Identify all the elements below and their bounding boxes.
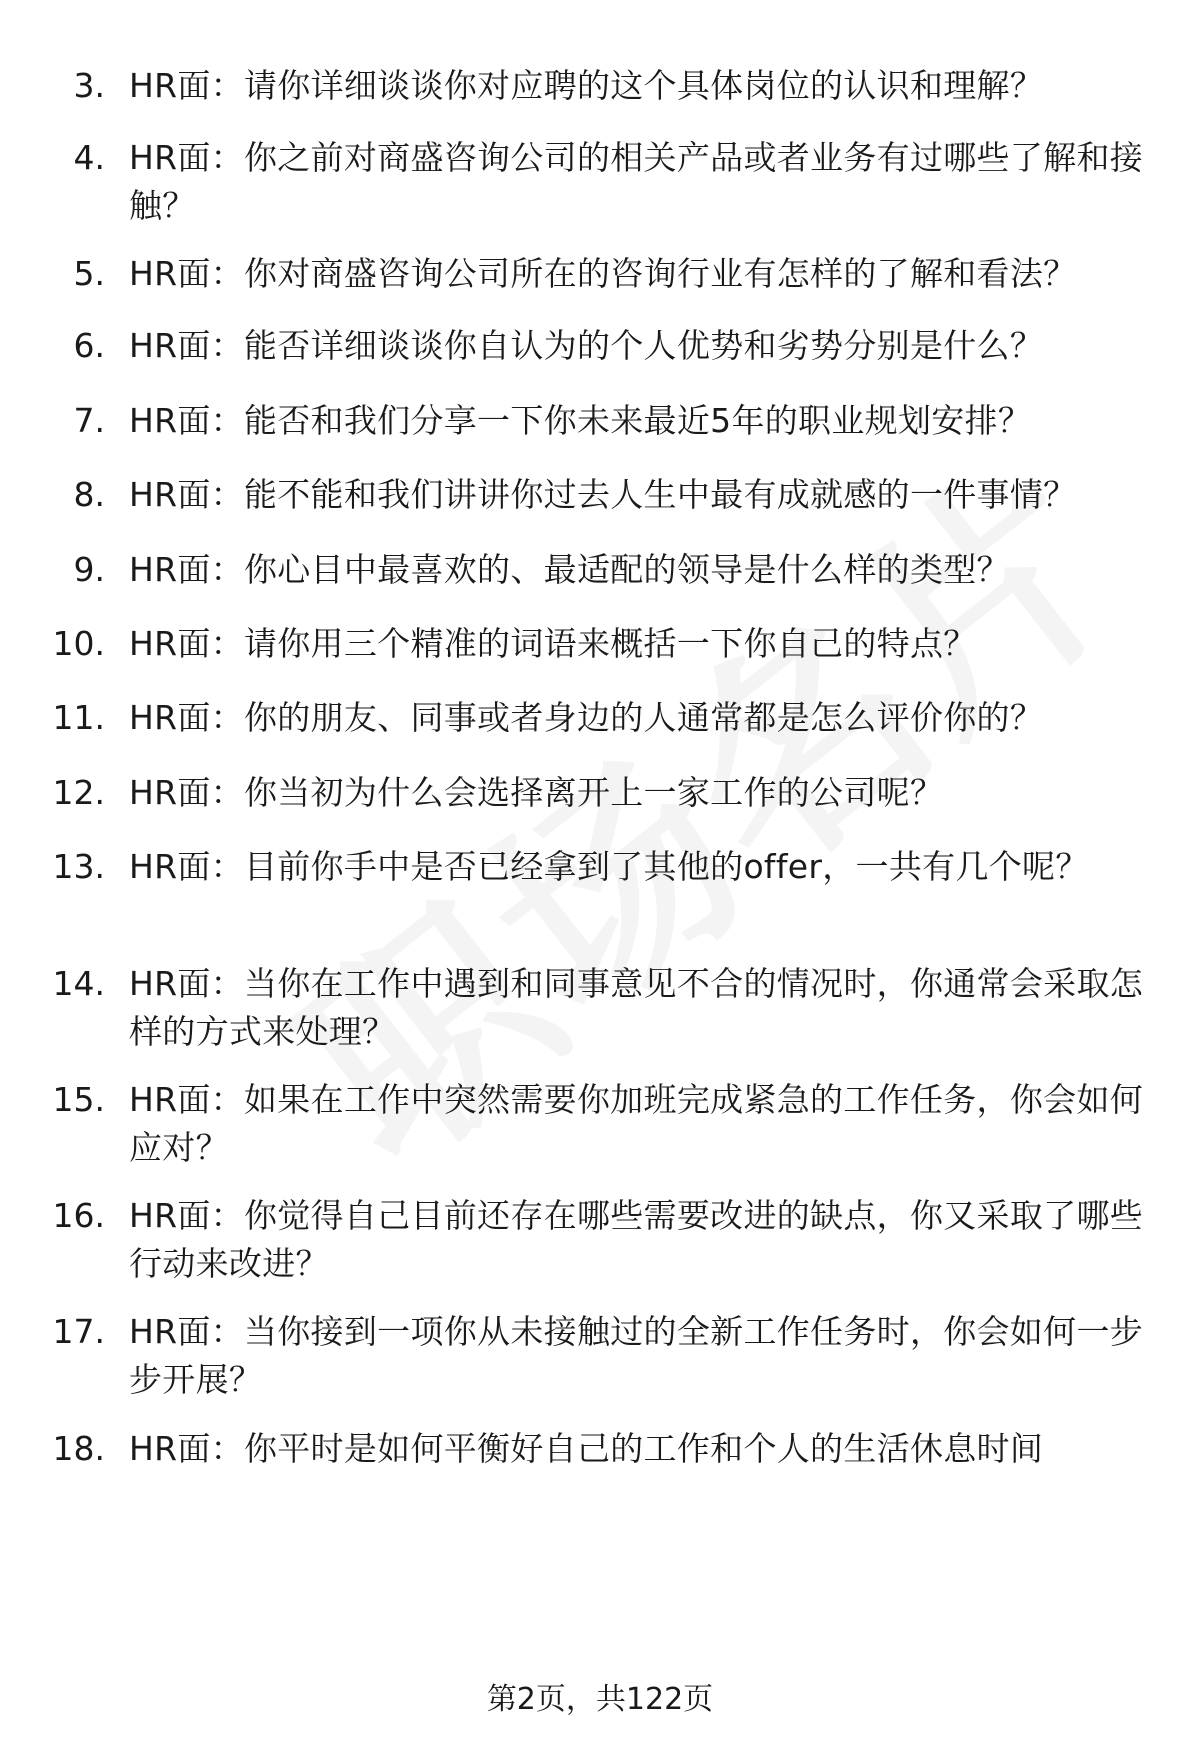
list-item-number: 11. [52, 698, 105, 737]
list-item-text: HR面：目前你手中是否已经拿到了其他的offer，一共有几个呢？ [129, 847, 1089, 886]
list-item-text: HR面：如果在工作中突然需要你加班完成紧急的工作任务，你会如何应对？ [129, 1080, 1144, 1167]
list-item-number: 12. [52, 773, 105, 812]
list-item-text: HR面：能不能和我们讲讲你过去人生中最有成就感的一件事情？ [129, 475, 1077, 514]
list-item-number: 8. [73, 475, 105, 514]
list-item-number: 3. [73, 66, 105, 105]
list-item-number: 10. [52, 624, 105, 663]
list-item-text: HR面：你的朋友、同事或者身边的人通常都是怎么评价你的？ [129, 698, 1044, 737]
list-item-text: HR面：你对商盛咨询公司所在的咨询行业有怎样的了解和看法？ [129, 254, 1077, 293]
list-item-number: 6. [73, 326, 105, 365]
list-item-number: 15. [52, 1080, 105, 1119]
list-item-text: HR面：请你详细谈谈你对应聘的这个具体岗位的认识和理解？ [129, 66, 1044, 105]
list-item-number: 4. [73, 138, 105, 177]
list-item-number: 17. [52, 1312, 105, 1351]
list-item-text: HR面：你平时是如何平衡好自己的工作和个人的生活休息时间 [129, 1429, 1044, 1468]
list-item-text: HR面：当你接到一项你从未接触过的全新工作任务时，你会如何一步步开展？ [129, 1312, 1144, 1399]
list-item-text: HR面：能否和我们分享一下你未来最近5年的职业规划安排？ [129, 401, 1032, 440]
list-item-text: HR面：请你用三个精准的词语来概括一下你自己的特点？ [129, 624, 977, 663]
list-item-text: HR面：你当初为什么会选择离开上一家工作的公司呢？ [129, 773, 944, 812]
list-item-number: 13. [52, 847, 105, 886]
list-item-text: HR面：你之前对商盛咨询公司的相关产品或者业务有过哪些了解和接触？ [129, 138, 1144, 225]
list-item-number: 9. [73, 550, 105, 589]
list-item-number: 14. [52, 964, 105, 1003]
list-item-number: 18. [52, 1429, 105, 1468]
list-item-number: 7. [73, 401, 105, 440]
list-item-text: HR面：当你在工作中遇到和同事意见不合的情况时，你通常会采取怎样的方式来处理？ [129, 964, 1144, 1051]
list-item-number: 5. [73, 254, 105, 293]
list-item-number: 16. [52, 1196, 105, 1235]
page-number-footer: 第2页，共122页 [486, 1682, 714, 1717]
list-item-text: HR面：你觉得自己目前还存在哪些需要改进的缺点，你又采取了哪些行动来改进？ [129, 1196, 1144, 1283]
list-item-text: HR面：能否详细谈谈你自认为的个人优势和劣势分别是什么？ [129, 326, 1044, 365]
list-item-text: HR面：你心目中最喜欢的、最适配的领导是什么样的类型？ [129, 550, 1010, 589]
